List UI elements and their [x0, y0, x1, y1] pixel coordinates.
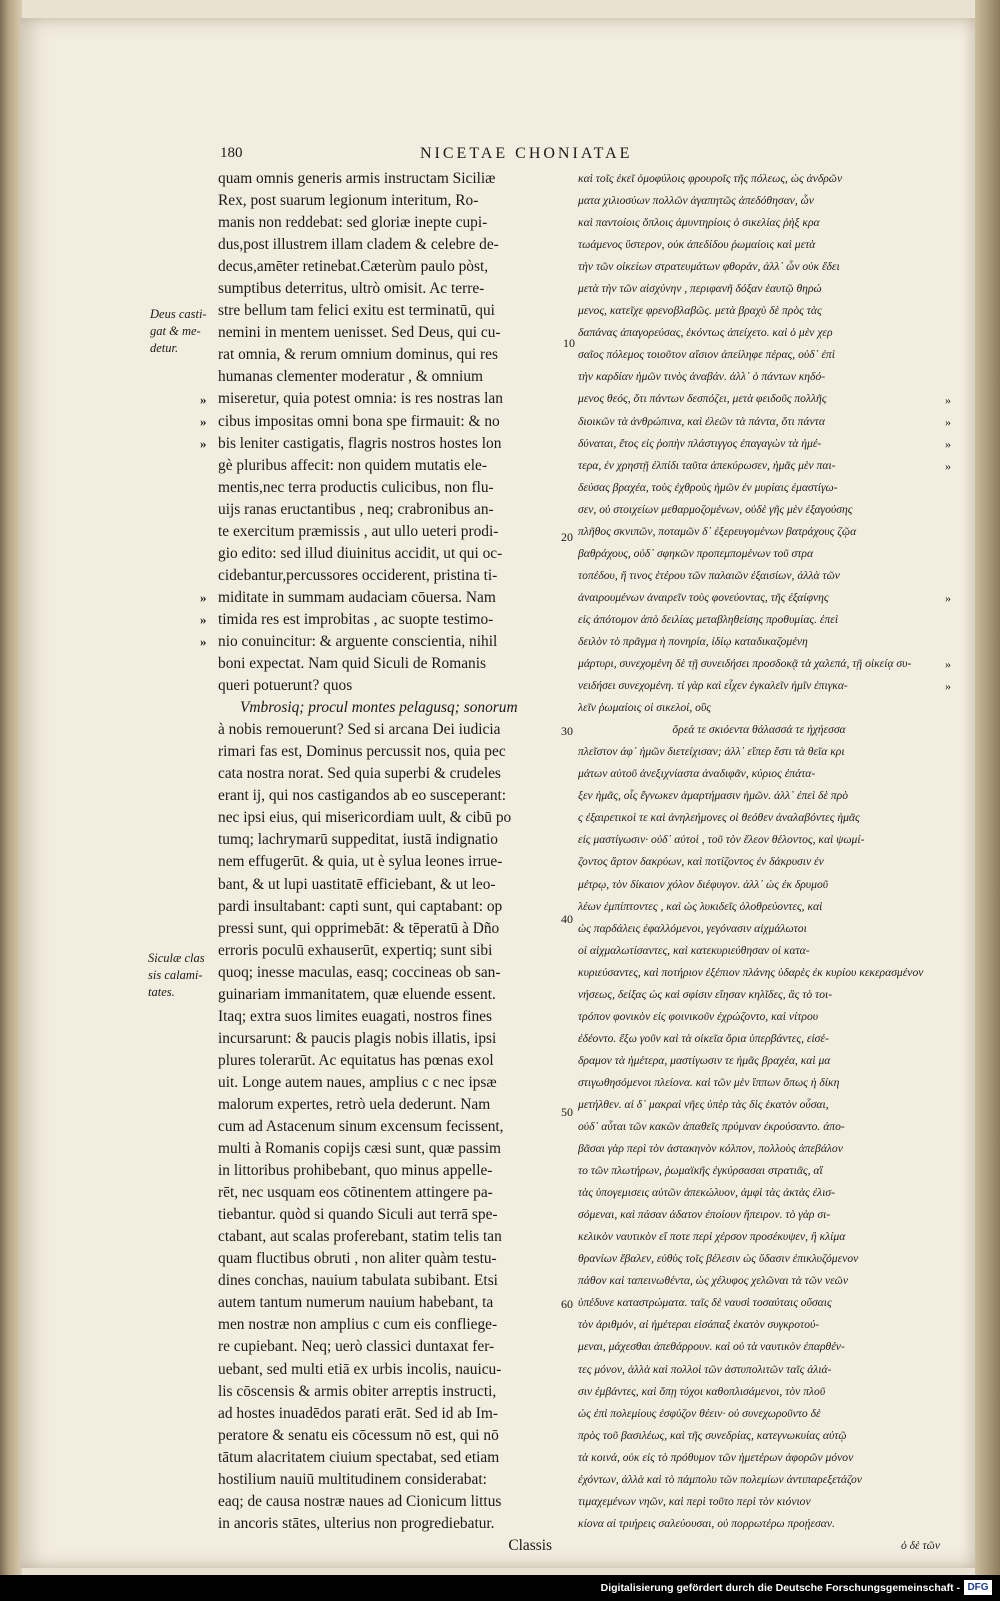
text-line: lis cōscensis & armis obiter arreptis instructi,: [218, 1382, 497, 1400]
text-line: διοικῶν τὰ ἀνθρώπινα, καὶ ἐλεῶν τὰ πάντα, ὅτι πάντα: [578, 414, 825, 428]
text-line: οἱ αἰχμαλωτίσαντες, καὶ κατεκυριεύθησαν οἱ κατα-: [578, 943, 810, 957]
quote-mark: »: [945, 414, 951, 429]
text-line: eaq; de causa nostræ naues ad Cionicum littus: [218, 1492, 502, 1510]
text-line: τες μόνον, ἀλλὰ καὶ πολλοὶ τῶν ἀστυπολιτῶν ταῖς ἀλιά-: [578, 1362, 832, 1376]
text-line: nem effugerūt. & quia, ut è sylua leones irrue-: [218, 853, 503, 871]
text-line: dines conchas, nauium tabulata subibant. Etsi: [218, 1272, 498, 1290]
text-line: νειδήσει συνεχομένη. τί γὰρ καὶ εἶχεν ἐγκαλεῖν ἡμῖν ἐπιγκα-: [578, 679, 848, 693]
text-line: τὸν ἀριθμόν, αἱ ἡμέτεραι εἰσάπαξ ἑκατὸν συγκροτού-: [578, 1318, 820, 1332]
text-line: men nostræ non amplius c cum eis confliege-: [218, 1316, 498, 1334]
text-line: tiebantur. quòd si quando Siculi aut terrā spe-: [218, 1206, 498, 1224]
text-line: rēt, nec usquam eos cōtinentem attingere pa-: [218, 1184, 493, 1202]
text-line: λεῖν ῥωμαίοις οἱ σικελοί, οὓς: [578, 701, 711, 715]
text-line: σαῖος πόλεμος τοιοῦτον αἴσιον ἀπείληφε πέρας, οὐδ᾽ ἐπὶ: [578, 348, 835, 362]
text-line: τὰ κοινά, οὐκ εἰς τὸ πρόθυμον τῶν ἡμετέρων ἀφορῶν μόνον: [578, 1450, 854, 1464]
text-line: autem tantum numerum nauium habebant, ta: [218, 1294, 494, 1312]
text-line: ξεν ἡμᾶς, οἷς ἔγνωκεν ἁμαρτήμασιν ἡμῶν. ἀλλ᾽ ἐπεὶ δὲ πρὸ: [578, 789, 849, 803]
text-line: μάρτυρι, συνεχομένη δὲ τῇ συνειδήσει προσδοκᾷ τὰ χαλεπά, τῇ οἰκείᾳ συ-: [578, 657, 912, 671]
text-line: πλῆθος σκνιπῶν, ποταμῶν δ᾽ ἐξερευγομένων βατράχους ζῷα: [578, 524, 857, 538]
text-line: Classis: [508, 1536, 552, 1554]
text-line: δαπάνας ἀπαγορεύσας, ἑκόντως ἀπείχετο. καὶ ὁ μὲν χερ: [578, 326, 833, 340]
text-line: gè pluribus affecit: non quidem mutatis ele-: [218, 456, 487, 474]
text-line: Rex, post suarum legionum interitum, Ro-: [218, 192, 479, 210]
text-line: rat omnia, & rerum omnium dominus, qui res: [218, 346, 498, 364]
line-number: 20: [561, 530, 573, 544]
text-line: dus,post illustrem illam cladem & celebre de-: [218, 236, 499, 254]
quote-mark: »: [200, 612, 207, 627]
text-line: δεύσας βραχέα, τοὺς ἐχθροὺς ἡμῶν ἐν μυρίαις ἐμαστίγω-: [578, 480, 838, 494]
text-line: σόμεναι, καὶ πάσαν ἀδατον ἐποίουν ἤπειρον. τὸ γὰρ σι-: [578, 1208, 831, 1222]
line-number: 10: [563, 336, 575, 350]
text-line: cum ad Astacenum sinum excensum fecissent,: [218, 1118, 504, 1136]
text-line: τὰς ὑπογεμισεις αὐτῶν ἀπεκώλυον, ἀμφὶ τὰς ἀκτὰς ἐλισ-: [578, 1186, 835, 1200]
text-line: ad hostes inuadēdos parati erāt. Sed id ab Im-: [218, 1404, 498, 1422]
line-number: 60: [561, 1297, 573, 1311]
quote-mark: »: [200, 413, 207, 429]
text-line: à nobis remouerunt? Sed si arcana Dei iudicia: [218, 721, 501, 739]
quote-mark: »: [945, 458, 951, 473]
text-line: cibus impositas omni bona spe firmauit: & no: [218, 412, 500, 430]
text-line: cata nostra norat. Sed quia superbi & crudeles: [218, 765, 501, 783]
page-number: 180: [220, 145, 243, 161]
text-line: πάθον καὶ ταπεινωθέντα, ὡς χέλυφος χελῶναι τὰ τῶν νεῶν: [578, 1274, 849, 1288]
text-line: τρόπον φονικὸν εἰς φοινικοῦν ἐχρώζοντο, καὶ νίτρου: [578, 1009, 819, 1023]
text-line: Itaq; extra suos limites euagati, nostros fines: [218, 1007, 492, 1025]
text-line: θρανίων ἔβαλεν, εὐθὺς τοῖς βέλεσιν ὡς ὕδασιν ἐπικλυζόμενον: [578, 1252, 859, 1266]
text-line: ἀναιρουμένων ἀναιρεῖν τοὺς φονεύοντας, τῆς ἐξαίφνης: [578, 590, 829, 604]
text-line: in ancoris stātes, ulterius non progrediebatur.: [218, 1514, 495, 1532]
text-line: manis non reddebat: sed gloriæ inepte cupi-: [218, 214, 488, 232]
text-line: μεναι, μάχεσθαι ἀπεθάρρουν. καὶ οὐ τὰ ναυτικὸν ἐπαρθέν-: [578, 1340, 845, 1354]
book-fore-edge: [975, 0, 1000, 1575]
text-line: καὶ τοῖς ἐκεῖ ὁμοφύλοις φρουροῖς τῆς πόλεως, ὡς ἀνδρῶν: [578, 172, 843, 185]
text-line: rimari fas est, Dominus percussit nos, quia pec: [218, 743, 506, 761]
text-line: sumptibus deterritus, ultrò omisit. Ac terre-: [218, 280, 485, 298]
text-line: ὡς ἐπὶ πολεμίους ἐσφύζον θέειν· οὐ συνεχωροῦντο δὲ: [578, 1406, 821, 1420]
text-line: τωάμενος ὕστερον, οὐκ ἀπεδίδου ῥωμαίοις καὶ μετὰ: [578, 238, 816, 252]
text-line: δειλὸν τὸ πρᾶγμα ἡ πονηρία, ἰδίῳ καταδικαζομένη: [578, 634, 808, 648]
text-line: ἐχόντων, ἀλλὰ καὶ τὸ πάμπολυ τῶν πολεμίων ἀντιπαρεξετάζον: [578, 1472, 862, 1486]
quote-mark: »: [200, 634, 207, 650]
quote-mark: »: [945, 657, 951, 672]
text-line: ὑπέδυνε καταστρώματα. ταῖς δὲ ναυσὶ τοσαύταις οὔσαις: [578, 1296, 832, 1310]
text-line: plures tolerarūt. Ac equitatus has pœnas exol: [218, 1051, 494, 1069]
text-line: νήσεως, δείξας ὡς καὶ σφίσιν εἴησαν κηλῖδες, ἃς τὸ τοι-: [578, 987, 833, 1001]
text-line: μενος, κατεῖχε φρενοβλαβῶς. μετὰ βραχὺ δὲ πρὸς τὰς: [578, 304, 822, 318]
text-line: boni expectat. Nam quid Siculi de Romanis: [218, 655, 487, 673]
greek-column: [578, 168, 940, 1557]
text-line: malorum expertes, retrò uela dederunt. Nam: [218, 1095, 491, 1113]
text-line: τοπέδου, ἤ τινος ἑτέρου τῶν παλαιῶν ἐξαισίων, ἀλλὰ τῶν: [578, 568, 840, 582]
text-line: καὶ παντοίοις ὅπλοις ἀμυντηρίοις ὁ σικελίας ῥὴξ κρα: [578, 216, 820, 230]
text-line: erroris poculū exhauserūt, expertiq; sunt sibi: [218, 941, 493, 959]
text-line: uijs ranas eructantibus , neq; crabronibus an-: [218, 500, 494, 518]
text-line: pardi insultabant: capti sunt, qui captabant: op: [218, 897, 503, 915]
book-spine-edge: [0, 0, 22, 1575]
text-line: σεν, οὐ στοιχείων μεθαρμοζομένων, οὐδὲ γῆς μὲν ἐξαγούσης: [578, 502, 853, 516]
text-line: τιμαχεμένων νηῶν, καὶ περὶ τοῦτο περὶ τὸν κιόνιον: [578, 1494, 811, 1508]
text-line: nio conuincitur: & arguente conscientia, nihil: [218, 632, 498, 650]
text-line: τερα, ἐν χρηστῇ ἐλπίδι ταῦτα ἀπεκύρωσεν, ἡμᾶς μὲν παι-: [578, 458, 836, 472]
text-line: εἰς ἀπότομον ἀπὸ δειλίας μεταβληθείσης προθυμίας. ἐπεὶ: [578, 612, 839, 626]
text-line: μάτων αὐτοῦ ἀνεξιχνίαστα ἀναδιφᾶν, κύριος ἐπάτα-: [578, 767, 816, 781]
quote-mark: »: [200, 435, 207, 451]
text-line: μέτρῳ, τὸν δίκαιον χόλον διέφυγον. ἀλλ᾽ ὡς ἐκ δρυμοῦ: [578, 877, 829, 891]
text-line: re cupiebant. Neq; uerò classici duntaxat fer-: [218, 1338, 495, 1356]
text-line: queri potuerunt? quos: [218, 677, 353, 695]
text-line: τὴν καρδίαν ἡμῶν τινὸς ἀναβάν. ἀλλ᾽ ὁ πάντων κηδό-: [578, 370, 826, 384]
text-line: bant, & ut lupi uastitatē efficiebant, & ut leo-: [218, 875, 496, 893]
quote-mark: »: [945, 436, 951, 451]
text-line: δύναται, ἔτος εἰς ῥοπὴν πλάστιγγος ἐπαγαγὼν τὰ ἡμέ-: [578, 436, 822, 450]
text-line: Vmbrosiq; procul montes pelagusq; sonorum: [240, 699, 518, 717]
text-line: uebant, sed multi etiā ex urbis incolis, nauicu-: [218, 1360, 502, 1378]
text-line: το τῶν πλωτήρων, ῥωμαϊκῆς ἐγκύρσασαι στρατιᾶς, αἳ: [578, 1164, 823, 1178]
margin-note-line: sis calami-: [148, 968, 203, 982]
quote-mark: »: [945, 679, 951, 694]
text-line: pressi sunt, qui opprimebāt: & tēperatū à Dño: [218, 919, 500, 937]
margin-note-line: Siculæ clas: [148, 951, 205, 965]
text-line: tātum alacritatem ciuium spectabat, sed etiam: [218, 1448, 500, 1466]
margin-note-line: detur.: [150, 341, 179, 355]
text-line: ματα χιλιοσύων πολλῶν ἀγαπητῶς ἀπεδόθησαν, ὧν: [578, 194, 814, 208]
text-line: miditate in summam audaciam cōuersa. Nam: [218, 588, 496, 606]
text-line: tumq; lachrymarū suppeditat, iustā indignatio: [218, 831, 498, 849]
text-line: βᾶσαι γὰρ περὶ τὸν ἀστακηνὸν κόλπον, πολλοὺς ἀπεβάλον: [578, 1142, 843, 1156]
text-line: guinariam immanitatem, quæ eluende essent.: [218, 985, 496, 1003]
text-line: stre bellum tam felici exitu est terminatū, qui: [218, 302, 495, 320]
funding-notice: Digitalisierung gefördert durch die Deutsche Forschungsgemeinschaft -: [600, 1582, 960, 1594]
quote-mark: »: [945, 590, 951, 605]
text-line: οὐδ᾽ αὗται τῶν κακῶν ἀπαθεῖς πρύμναν ἐκρούσαντο. ἀπο-: [578, 1120, 845, 1134]
quote-mark: »: [200, 391, 207, 407]
text-line: nec ipsi eius, qui misericordiam uult, & cibū po: [218, 809, 512, 827]
text-line: humanas clementer moderatur , & omnium: [218, 368, 483, 386]
text-line: mentis,nec terra productis culicibus, non flu-: [218, 478, 494, 496]
text-line: incursarunt: & paucis plagis nobis illatis, ipsi: [218, 1029, 497, 1047]
line-number: 30: [561, 724, 573, 738]
text-line: πρὸς τοῦ βασιλέως, καὶ τῆς συνεδρίας, κατεγνωκυίας αὐτῷ: [578, 1428, 847, 1442]
text-line: decus,amēter retinebat.Cæterùm paulo pòst,: [218, 258, 489, 276]
text-line: peratore & senatu eis cōcessum nō est, qui nō: [218, 1426, 499, 1444]
quote-mark: »: [200, 589, 207, 605]
running-title: NICETAE CHONIATAE: [420, 145, 633, 162]
text-line: εἰς μαστίγωσιν· οὐδ᾽ αὐτοὶ , τοῦ τὸν ἔλεον θέλοντος, καὶ ψωμί-: [578, 833, 865, 847]
text-line: gio edito: sed illud diuinitus accidit, ut qui oc-: [218, 544, 503, 562]
text-line: multi à Romanis copijs cæsi sunt, quæ passim: [218, 1140, 502, 1158]
text-line: hostilium nauiū multitudinem considerabat:: [218, 1470, 487, 1488]
margin-note-siculae: [148, 950, 205, 1001]
text-line: ζοντος ἄρτον δακρύων, καὶ ποτίζοντος ἐν δάκρυσιν ἐν: [578, 855, 824, 869]
text-line: μενος θεός, ὅτι πάντων δεσπόζει, μετὰ φειδοῦς πολλῆς: [578, 392, 827, 406]
text-line: quoq; inesse maculas, easq; coccineas ob san-: [218, 963, 501, 981]
text-line: κυριεύσαντες, καὶ ποτήριον ἐξέπιον πλάνης ὑδαρὲς ἐκ κυρίου κεκερασμένον: [578, 965, 924, 979]
text-line: στιγωθησόμενοι πλείονα. καὶ τῶν μὲν ἵππων ὅπως ἡ δίκη: [578, 1075, 840, 1089]
text-line: ctabant, aut scalas proferebant, statim telis tan: [218, 1228, 502, 1246]
text-line: πλεῖστον ἀφ᾽ ἡμῶν διετείχισαν; ἀλλ᾽ εἴπερ ἔστι τὰ θεῖα κρι: [578, 745, 845, 759]
text-line: timida res est improbitas , ac suopte testimo-: [218, 610, 494, 628]
text-line: quam omnis generis armis instructam Siciliæ: [218, 170, 496, 187]
text-line: μετὰ τὴν τῶν αἰσχύνην , περιφανῆ δόξαν ἑαυτῷ θηρώ: [578, 282, 822, 296]
text-line: in littoribus prohibebant, quo minus appelle-: [218, 1162, 493, 1180]
margin-note-line: tates.: [148, 985, 175, 999]
margin-note-deus: [150, 306, 207, 357]
text-line: κίονα αἱ τριήρεις σαλεύουσαι, οὐ πορρωτέρω προῄεσαν.: [578, 1516, 835, 1530]
text-line: ὁ δὲ τῶν: [900, 1538, 940, 1552]
footer-bar: [0, 1575, 1000, 1601]
line-number: 50: [561, 1105, 573, 1119]
line-number: 40: [561, 912, 573, 926]
text-line: nemini in mentem uenisset. Sed Deus, qui cu-: [218, 324, 501, 342]
margin-note-line: gat & me-: [150, 324, 201, 338]
running-head: [220, 145, 960, 169]
text-line: te exercitum præmissis , aut ullo ueteri prodi-: [218, 522, 499, 540]
text-line: σιν ἐμβάντες, καὶ ὅπῃ τύχοι καθοπλισάμενοι, τὸν πλοῦ: [578, 1384, 826, 1398]
text-line: erant ij, qui nos castigandos ab eo susceperant:: [218, 787, 507, 805]
text-line: δραμον τὰ ἡμέτερα, μαστίγωσιν τε ἡμᾶς βραχέα, καὶ μα: [578, 1053, 831, 1067]
text-line: cidebantur,percussores occiderent, pristina ti-: [218, 566, 498, 584]
text-line: ἐδέοντο. ἔξω γοῦν καὶ τὰ οἰκεῖα ὅρια ὑπερβάντες, εἰσέ-: [578, 1031, 829, 1045]
text-line: miseretur, quia potest omnia: is res nostras lan: [218, 390, 503, 408]
text-line: ὄρεά τε σκιόεντα θάλασσά τε ἠχήεσσα: [672, 723, 846, 737]
text-line: ς ἐξαιρετικοὶ τε καὶ ἀνηλεήμονες οἱ θεόθεν ἀναλαβόντες ἡμᾶς: [578, 811, 860, 825]
latin-column: [218, 168, 558, 1557]
text-line: quam fluctibus obruti , non aliter quàm testu-: [218, 1250, 497, 1268]
text-line: ὡς παρδάλεις ἐφαλλόμενοι, γεγόνασιν αἰχμάλωτοι: [578, 921, 807, 935]
quote-mark: »: [945, 392, 951, 407]
margin-note-line: Deus casti-: [150, 307, 207, 321]
text-line: βαθράχους, οὐδ᾽ σφηκῶν προπεμπομένων τοῦ στρα: [578, 546, 814, 560]
text-line: κελικὸν ναυτικὸν εἴ ποτε περὶ χέρσον προσέκυψεν, ἢ κλίμα: [578, 1230, 846, 1244]
text-line: bis leniter castigatis, flagris nostros hostes lon: [218, 434, 502, 452]
text-line: λέων ἐμπίπτοντες , καὶ ὡς λυκιδεῖς ὀλοθρεύοντες, καὶ: [578, 899, 823, 913]
text-line: μετήλθεν. αἱ δ᾽ μακραὶ νῆες ὑπὲρ τὰς δὶς ἑκατὸν οὖσαι,: [578, 1097, 829, 1111]
text-line: uit. Longe autem naues, amplius c c nec ipsæ: [218, 1073, 497, 1091]
dfg-logo: DFG: [964, 1580, 992, 1595]
text-line: τὴν τῶν οἰκείων στρατευμάτων φθοράν, ἀλλ᾽ ὧν οὐκ ἔδει: [578, 260, 840, 274]
